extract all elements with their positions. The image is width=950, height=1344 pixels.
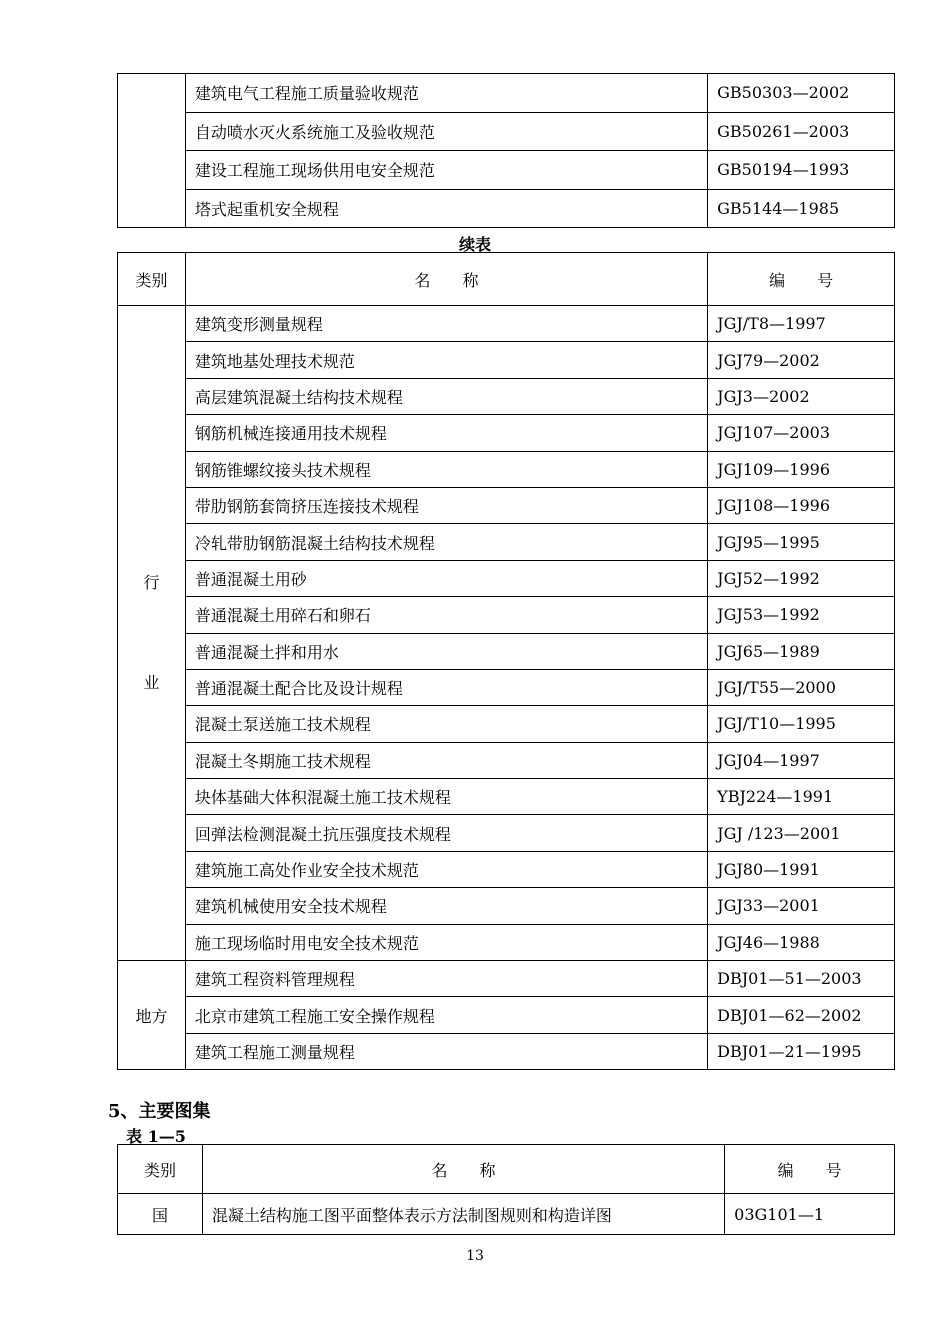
standard-name: 带肋钢筋套筒挤压连接技术规程 [185,487,707,523]
standard-name: 北京市建筑工程施工安全操作规程 [185,997,707,1033]
header-name: 名 称 [185,253,707,306]
standard-name: 建筑工程资料管理规程 [185,961,707,997]
table-row [118,888,895,924]
standard-code: JGJ46—1988 [708,924,895,960]
standard-code: JGJ /123—2001 [708,815,895,851]
standard-name: 混凝土泵送施工技术规程 [185,706,707,742]
standard-code: JGJ52—1992 [708,560,895,596]
table-row [118,706,895,742]
standard-code: YBJ224—1991 [708,779,895,815]
table-row [118,415,895,451]
table-row [118,997,895,1033]
standards-table-main [117,252,895,1070]
table-row [118,306,895,342]
table-header-row [118,1145,895,1194]
section-title: 5、主要图集 [108,1101,211,1122]
table-row [118,1194,895,1235]
standard-code: GB50261—2003 [708,112,895,151]
standard-name: 建筑变形测量规程 [185,306,707,342]
standard-name: 自动喷水灭火系统施工及验收规范 [185,112,707,151]
standard-name: 普通混凝土拌和用水 [185,633,707,669]
standard-code: GB50194—1993 [708,151,895,190]
category-char: 业 [143,673,160,693]
header-name: 名 称 [202,1145,724,1194]
header-code: 编 号 [725,1145,895,1194]
standard-code: JGJ107—2003 [708,415,895,451]
table-row [118,742,895,778]
category-cell-empty [118,74,186,228]
standard-name: 钢筋锥螺纹接头技术规程 [185,451,707,487]
atlas-name: 混凝土结构施工图平面整体表示方法制图规则和构造详图 [202,1194,724,1235]
table-row [118,669,895,705]
standard-name: 建筑工程施工测量规程 [185,1033,707,1069]
standard-name: 建设工程施工现场供用电安全规范 [185,151,707,190]
standard-name: 施工现场临时用电安全技术规范 [185,924,707,960]
page-number: 13 [466,1248,484,1264]
standard-code: DBJ01—62—2002 [708,997,895,1033]
atlas-table [117,1144,895,1235]
continued-table-label: 续表 [458,235,491,254]
standard-code: JGJ65—1989 [708,633,895,669]
table-row [118,524,895,560]
standard-name: 建筑地基处理技术规范 [185,342,707,378]
table-row [118,924,895,960]
standard-code: GB5144—1985 [708,189,895,228]
category-char: 行 [143,573,160,593]
header-category: 类别 [118,253,186,306]
category-cell-industry [118,306,186,961]
standard-name: 建筑机械使用安全技术规程 [185,888,707,924]
table-row [118,487,895,523]
table-row [118,851,895,887]
standard-name: 普通混凝土用砂 [185,560,707,596]
table-row [118,1033,895,1069]
table-row [118,378,895,414]
standard-code: GB50303—2002 [708,74,895,113]
standard-name: 建筑施工高处作业安全技术规范 [185,851,707,887]
table-row [118,74,895,113]
standard-name: 塔式起重机安全规程 [185,189,707,228]
standard-code: JGJ/T55—2000 [708,669,895,705]
standard-code: JGJ95—1995 [708,524,895,560]
table-row [118,779,895,815]
standard-code: JGJ3—2002 [708,378,895,414]
standard-name: 高层建筑混凝土结构技术规程 [185,378,707,414]
table-row [118,151,895,190]
standard-code: JGJ/T10—1995 [708,706,895,742]
standard-code: JGJ108—1996 [708,487,895,523]
table-row [118,815,895,851]
category-cell-local: 地方 [118,961,186,1070]
standard-name: 混凝土冬期施工技术规程 [185,742,707,778]
table-row [118,560,895,596]
standard-code: JGJ33—2001 [708,888,895,924]
standard-code: JGJ53—1992 [708,597,895,633]
standard-name: 块体基础大体积混凝土施工技术规程 [185,779,707,815]
standard-code: JGJ80—1991 [708,851,895,887]
standard-code: JGJ79—2002 [708,342,895,378]
standard-name: 普通混凝土用碎石和卵石 [185,597,707,633]
standard-name: 回弹法检测混凝土抗压强度技术规程 [185,815,707,851]
standard-code: JGJ/T8—1997 [708,306,895,342]
header-category: 类别 [118,1145,203,1194]
header-code: 编 号 [708,253,895,306]
standard-name: 建筑电气工程施工质量验收规范 [185,74,707,113]
standards-table-top [117,73,895,228]
table-row [118,189,895,228]
table-row [118,633,895,669]
table-row [118,597,895,633]
standard-code: JGJ109—1996 [708,451,895,487]
standard-name: 钢筋机械连接通用技术规程 [185,415,707,451]
standard-code: DBJ01—21—1995 [708,1033,895,1069]
table-header-row [118,253,895,306]
table-row [118,342,895,378]
table-row [118,112,895,151]
standard-code: DBJ01—51—2003 [708,961,895,997]
category-cell: 国 [118,1194,203,1235]
standard-name: 普通混凝土配合比及设计规程 [185,669,707,705]
atlas-code: 03G101—1 [725,1194,895,1235]
standard-code: JGJ04—1997 [708,742,895,778]
table-row [118,961,895,997]
standard-name: 冷轧带肋钢筋混凝土结构技术规程 [185,524,707,560]
table-row [118,451,895,487]
table-label: 表 1—5 [126,1127,186,1146]
